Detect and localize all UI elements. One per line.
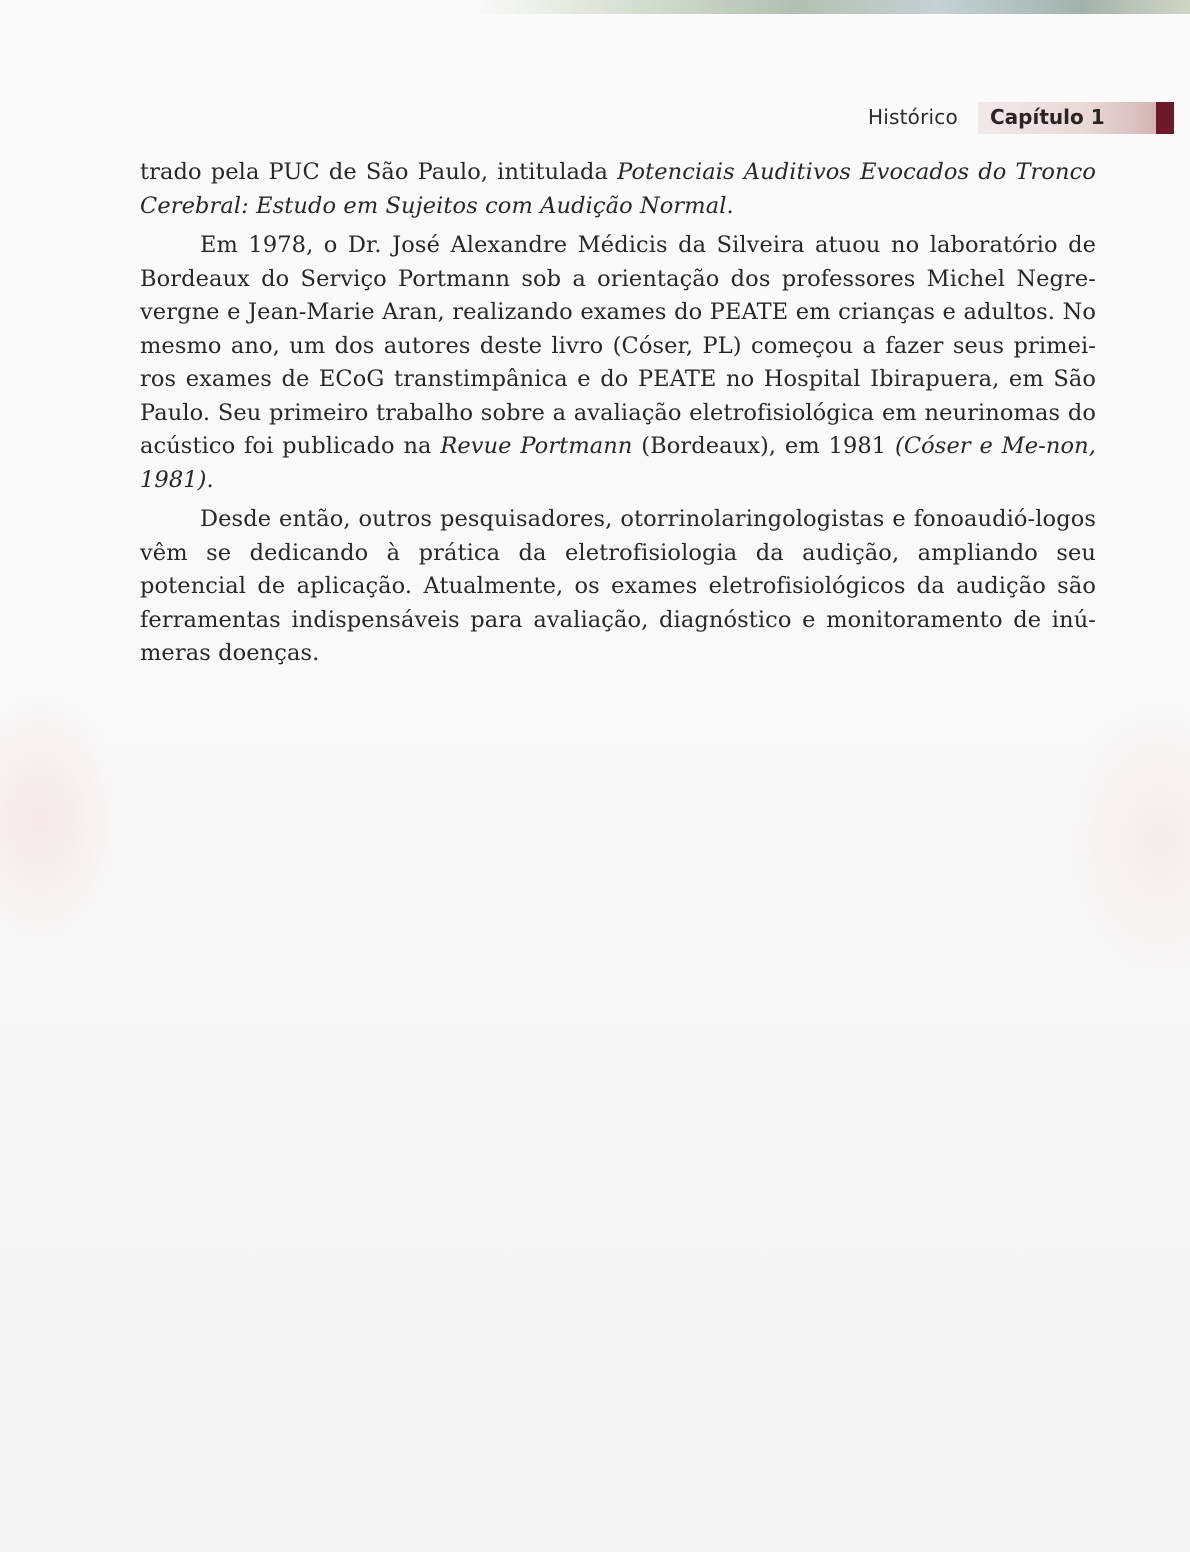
paragraph-2-text-a: Em 1978, o Dr. José Alexandre Médicis da Silveira atuou no laboratório de Bordeaux do Serviço Portmann sob a orientação dos professores Michel Negre-vergne e Jean-Marie Aran, realizando exames do PEATE em crianças e adultos. No mesmo ano, um dos autores deste livro (Cóser, PL) começou a fazer seus primei-ros exames de ECoG transtimpânica e do PEATE no Hospital Ibirapuera, em São Paulo. Seu primeiro trabalho sobre a avaliação eletrofisiológica em neurinomas do acústico foi publicado na (140, 232, 1096, 459)
header-section-title: Histórico (868, 105, 958, 129)
chapter-tab (978, 102, 1174, 134)
paragraph-2-text-b: (Bordeaux), em 1981 (632, 433, 895, 459)
running-header (860, 100, 1190, 134)
paragraph-1-lead: trado pela PUC de São Paulo, intitulada (140, 159, 618, 185)
paragraph-3: Desde então, outros pesquisadores, otorrinolaringologistas e fonoaudió-logos vêm se dedicando à prática da eletrofisiologia da audição, ampliando seu potencial de aplicação. Atualmente, os exames eletrofisiológicos da audição são ferramentas indispensáveis para avaliação, diagnóstico e monitoramento de inú-meras doenças. (140, 506, 1096, 666)
paragraph-2 (140, 229, 1096, 497)
thesis-title: Potenciais Auditivos Evocados do Tronco Cerebral: Estudo em Sujeitos com Audição Normal (140, 159, 1096, 219)
body-text (140, 156, 1096, 677)
paragraph-2-end: . (206, 466, 214, 493)
paragraph-1 (140, 156, 1096, 223)
top-edge-illustration (470, 0, 1190, 14)
journal-title: Revue Portmann (440, 433, 633, 459)
paragraph-1-end: . (726, 192, 734, 219)
header-chapter-label: Capítulo 1 (990, 105, 1105, 129)
citation: (Cóser e Me-non, 1981) (140, 433, 1096, 493)
chapter-color-marker (1156, 102, 1174, 134)
